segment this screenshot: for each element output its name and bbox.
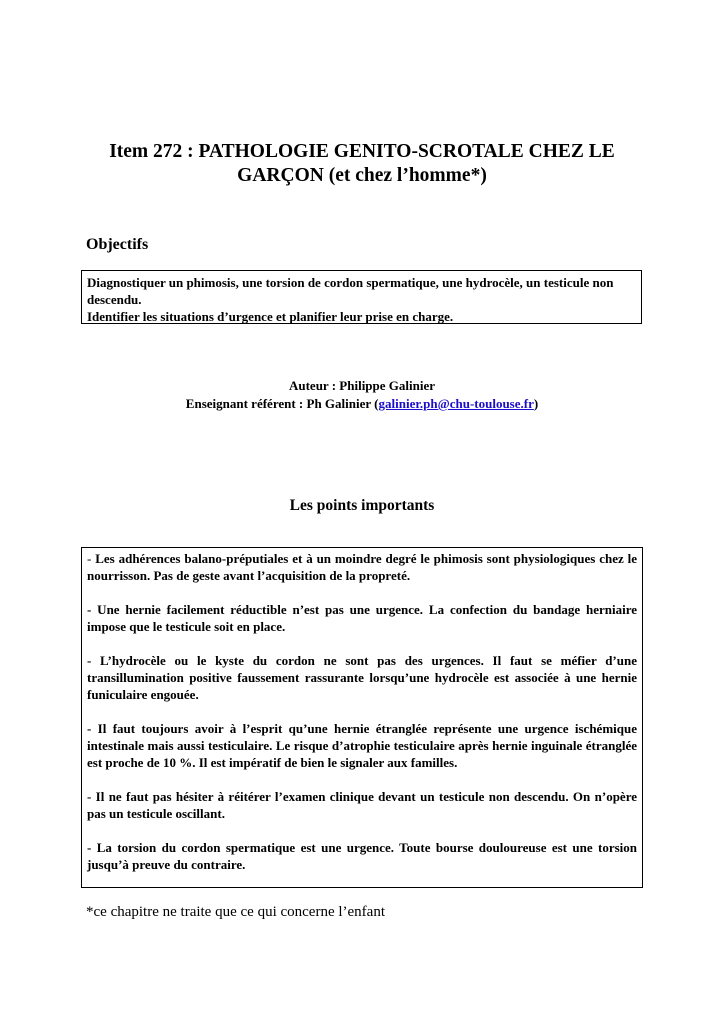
referent-prefix: Enseignant référent : Ph Galinier ( (185, 396, 379, 411)
document-title (60, 140, 664, 188)
key-point-2: - Une hernie facilement réductible n’est pas une urgence. La confection du bandage herniaire impose que le testicule soit en place. (87, 602, 637, 634)
objective-line-2: Identifier les situations d’urgence et planifier leur prise en charge. (87, 309, 454, 324)
key-point-1-dash: - (87, 551, 92, 566)
referent-line (60, 395, 664, 413)
referent-email-link[interactable]: galinier.ph@chu-toulouse.fr (378, 396, 534, 411)
key-points-box (81, 547, 643, 888)
key-point-3: - L’hydrocèle ou le kyste du cordon ne sont pas des urgences. Il faut se méfier d’une transillumination positive faussement rassurante lorsqu’une hydrocèle est associée à une hernie funiculaire engouée. (87, 653, 637, 702)
key-point-5: - Il ne faut pas hésiter à réitérer l’examen clinique devant un testicule non descendu. On n’opère pas un testicule oscillant. (87, 789, 637, 821)
footnote: *ce chapitre ne traite que ce qui concerne l’enfant (86, 904, 385, 920)
author-block (60, 377, 664, 413)
objectives-box (81, 270, 642, 324)
key-point-6: - La torsion du cordon spermatique est une urgence. Toute bourse douloureuse est une torsion jusqu’à preuve du contraire. (87, 840, 637, 872)
objective-line-1: Diagnostiquer un phimosis, une torsion de cordon spermatique, une hydrocèle, un testicule non descendu. (87, 275, 614, 307)
key-point-1-text: Les adhérences balano-préputiales et à un moindre degré le phimosis sont physiologiques chez le nourrisson. Pas de geste avant l’acquisition de la propreté. (87, 551, 637, 583)
author-line: Auteur : Philippe Galinier (288, 378, 435, 393)
key-points-heading: Les points importants (289, 497, 435, 514)
title-line-1: Item 272 : PATHOLOGIE GENITO-SCROTALE CHEZ LE (109, 141, 615, 162)
key-point-1 (87, 550, 637, 584)
title-line-2: GARÇON (et chez l’homme*) (237, 165, 487, 186)
key-point-4: - Il faut toujours avoir à l’esprit qu’une hernie étranglée représente une urgence ischémique intestinale mais aussi testiculaire. Le risque d’atrophie testiculaire après hernie inguinale étranglée est proche de 10 %. Il est impératif de bien le signaler aux familles. (87, 721, 637, 770)
objectives-heading: Objectifs (86, 236, 149, 253)
referent-suffix: ) (533, 396, 539, 411)
